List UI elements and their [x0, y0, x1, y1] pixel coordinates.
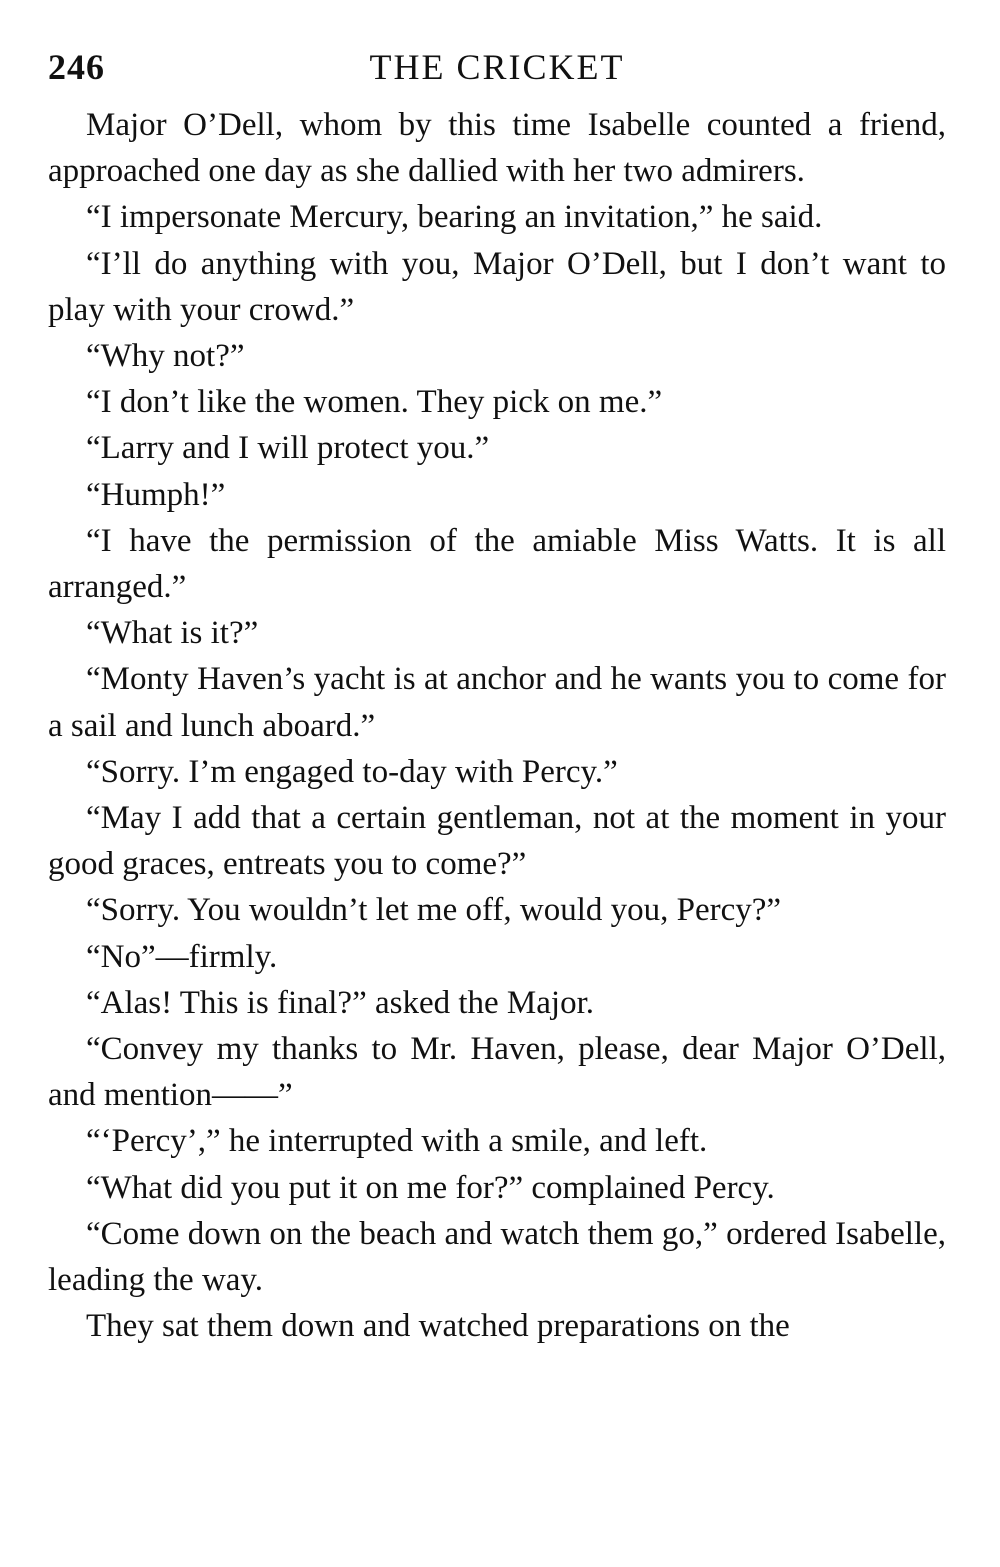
paragraph: “I don’t like the women. They pick on me.” [86, 384, 663, 421]
paragraph: “What is it?” [86, 615, 259, 652]
paragraph: “Sorry. You wouldn’t let me off, would you, Percy?” [86, 892, 782, 929]
paragraph: They sat them down and watched preparations on the [86, 1308, 790, 1345]
body-text [48, 102, 946, 1349]
paragraph: “Convey my thanks to Mr. Haven, please, dear Major O’Dell, and mention——” [48, 1031, 946, 1114]
paragraph: “Humph!” [86, 476, 226, 513]
paragraph: “Larry and I will protect you.” [86, 430, 490, 467]
paragraph: Major O’Dell, whom by this time Isabelle counted a friend, approached one day as she dallied with her two admirers. [48, 107, 946, 190]
paragraph: “I’ll do anything with you, Major O’Dell, but I don’t want to play with your crowd.” [48, 245, 946, 328]
paragraph: “What did you put it on me for?” complained Percy. [86, 1169, 775, 1206]
page-number: 246 [48, 47, 105, 87]
paragraph: “May I add that a certain gentleman, not at the moment in your good graces, entreats you to come?” [48, 800, 946, 883]
paragraph: “Come down on the beach and watch them go,” ordered Isabelle, leading the way. [48, 1215, 946, 1299]
paragraph: “I impersonate Mercury, bearing an invitation,” he said. [86, 199, 823, 236]
paragraph: “Alas! This is final?” asked the Major. [86, 984, 595, 1021]
paragraph: “I have the permission of the amiable Miss Watts. It is all arranged.” [48, 522, 946, 606]
page-header [48, 40, 946, 94]
paragraph: “Why not?” [86, 338, 245, 375]
paragraph: “Monty Haven’s yacht is at anchor and he wants you to come for a sail and lunch aboard.” [48, 661, 946, 744]
paragraph: “Sorry. I’m engaged to-day with Percy.” [86, 753, 618, 790]
book-page [48, 40, 946, 1349]
paragraph: “‘Percy’,” he interrupted with a smile, and left. [86, 1123, 708, 1160]
running-title: THE CRICKET [369, 47, 625, 87]
paragraph: “No”—firmly. [86, 938, 278, 975]
